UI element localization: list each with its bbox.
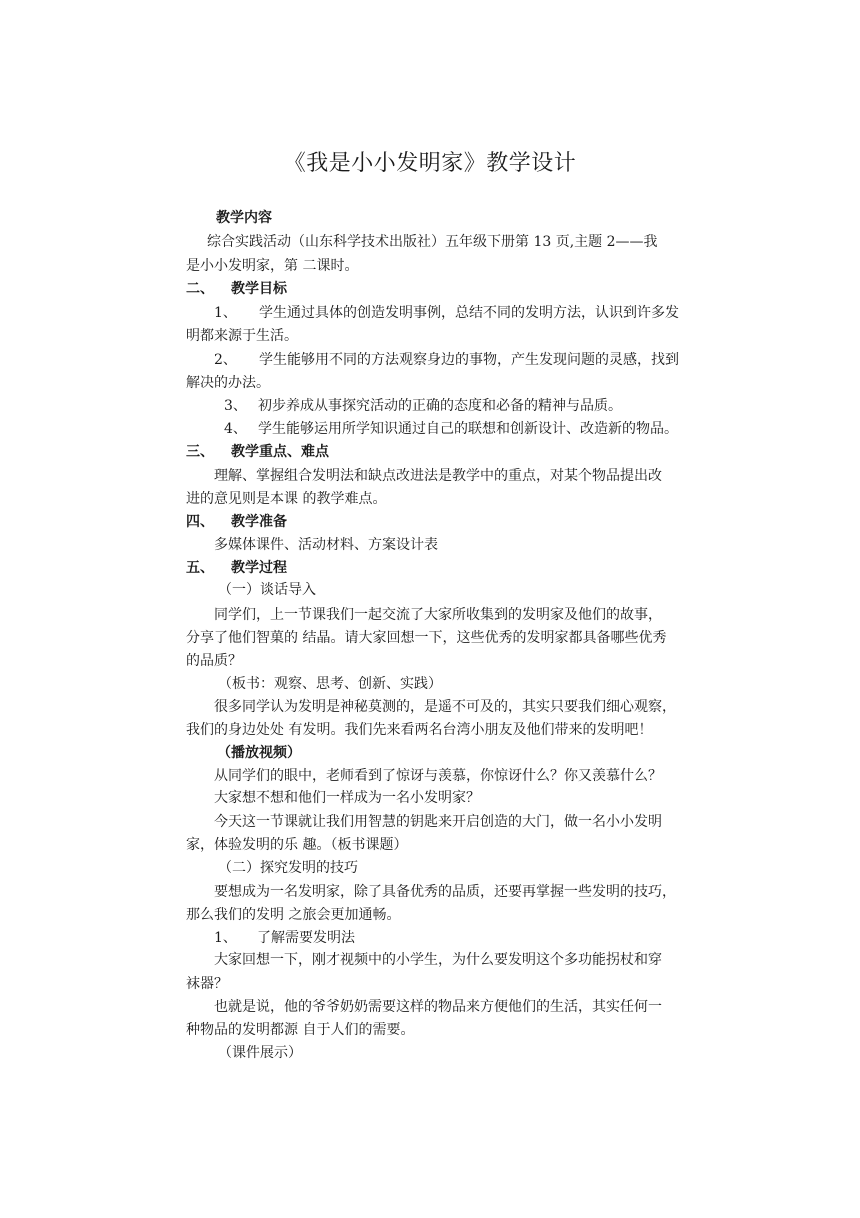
paragraph-line: 的品质？ bbox=[186, 653, 242, 669]
paragraph-line: 是小小发明家，第 二课时。 bbox=[186, 258, 359, 274]
paragraph-line: 多媒体课件、活动材料、方案设计表 bbox=[214, 537, 438, 553]
paragraph-line: 种物品的发明都源 自于人们的需要。 bbox=[186, 1022, 415, 1038]
list-text: 学生能够运用所学知识通过自己的联想和创新设计、改造新的物品。 bbox=[258, 421, 678, 437]
section-number: 五、 bbox=[186, 560, 214, 576]
list-number: 4、 bbox=[224, 421, 247, 437]
paragraph-line: 理解、掌握组合发明法和缺点改进法是教学中的重点，对某个物品提出改 bbox=[214, 468, 662, 484]
paragraph-line: 袜器？ bbox=[186, 976, 228, 992]
subsection-heading: （一）谈话导入 bbox=[218, 582, 316, 598]
section-number: 三、 bbox=[186, 444, 214, 460]
paragraph-line: 综合实践活动（山东科学技术出版社）五年级下册第 13 页,主题 2——我 bbox=[207, 234, 658, 250]
section-number: 四、 bbox=[186, 514, 214, 530]
section-heading-key-points bbox=[186, 442, 329, 462]
paragraph-line: 要想成为一名发明家，除了具备优秀的品质，还要再掌握一些发明的技巧， bbox=[214, 884, 676, 900]
list-number: 2、 bbox=[214, 352, 237, 368]
paragraph-line: 从同学们的眼中，老师看到了惊讶与羡慕，你惊讶什么？你又羡慕什么？ bbox=[214, 768, 662, 784]
paragraph-line: （课件展示） bbox=[218, 1045, 302, 1061]
paragraph-line: 今天这一节课就让我们用智慧的钥匙来开启创造的大门，做一名小小发明 bbox=[214, 814, 662, 830]
subsection-heading: （二）探究发明的技巧 bbox=[218, 860, 358, 876]
list-item bbox=[214, 303, 679, 323]
paragraph-line: 解决的办法。 bbox=[186, 375, 270, 391]
list-number: 1、 bbox=[214, 930, 237, 946]
paragraph-line: （播放视频） bbox=[217, 745, 301, 761]
section-heading-preparation bbox=[186, 512, 287, 532]
section-title: 教学准备 bbox=[231, 514, 287, 530]
list-item bbox=[214, 928, 355, 948]
section-title: 教学过程 bbox=[231, 560, 287, 576]
paragraph-line: 也就是说，他的爷爷奶奶需要这样的物品来方便他们的生活，其实任何一 bbox=[214, 999, 662, 1015]
section-heading-content: 教学内容 bbox=[216, 210, 272, 226]
section-heading-goals bbox=[186, 279, 287, 299]
section-heading-process bbox=[186, 558, 287, 578]
paragraph-line: 进的意见则是本课 的教学难点。 bbox=[186, 491, 387, 507]
paragraph-line: （板书：观察、思考、创新、实践） bbox=[218, 676, 442, 692]
list-number: 1、 bbox=[214, 305, 237, 321]
paragraph-line: 大家回想一下，刚才视频中的小学生，为什么要发明这个多功能拐杖和穿 bbox=[214, 952, 662, 968]
list-text: 学生通过具体的创造发明事例，总结不同的发明方法，认识到许多发 bbox=[259, 305, 679, 321]
paragraph-line: 那么我们的发明 之旅会更加通畅。 bbox=[186, 907, 401, 923]
list-text: 学生能够用不同的方法观察身边的事物，产生发现问题的灵感，找到 bbox=[259, 352, 679, 368]
paragraph-line: 明都来源于生活。 bbox=[186, 328, 298, 344]
paragraph-line: 很多同学认为发明是神秘莫测的，是遥不可及的，其实只要我们细心观察， bbox=[214, 699, 676, 715]
list-text: 了解需要发明法 bbox=[257, 930, 355, 946]
list-item bbox=[224, 419, 678, 439]
document-title: 《我是小小发明家》教学设计 bbox=[283, 151, 577, 176]
list-number: 3、 bbox=[224, 398, 247, 414]
section-number: 二、 bbox=[186, 281, 214, 297]
paragraph-line: 我们的身边处处 有发明。我们先来看两名台湾小朋友及他们带来的发明吧！ bbox=[186, 722, 653, 738]
list-text: 初步养成从事探究活动的正确的态度和必备的精神与品质。 bbox=[258, 398, 622, 414]
section-title: 教学目标 bbox=[231, 281, 287, 297]
paragraph-line: 大家想不想和他们一样成为一名小发明家？ bbox=[214, 790, 480, 806]
paragraph-line: 家，体验发明的乐 趣。（板书课题） bbox=[186, 837, 408, 853]
paragraph-line: 同学们，上一节课我们一起交流了大家所收集到的发明家及他们的故事， bbox=[214, 607, 662, 623]
list-item bbox=[214, 350, 679, 370]
paragraph-line: 分享了他们智菓的 结晶。请大家回想一下，这些优秀的发明家都具备哪些优秀 bbox=[186, 630, 667, 646]
section-title: 教学重点、难点 bbox=[231, 444, 329, 460]
list-item bbox=[224, 396, 622, 416]
